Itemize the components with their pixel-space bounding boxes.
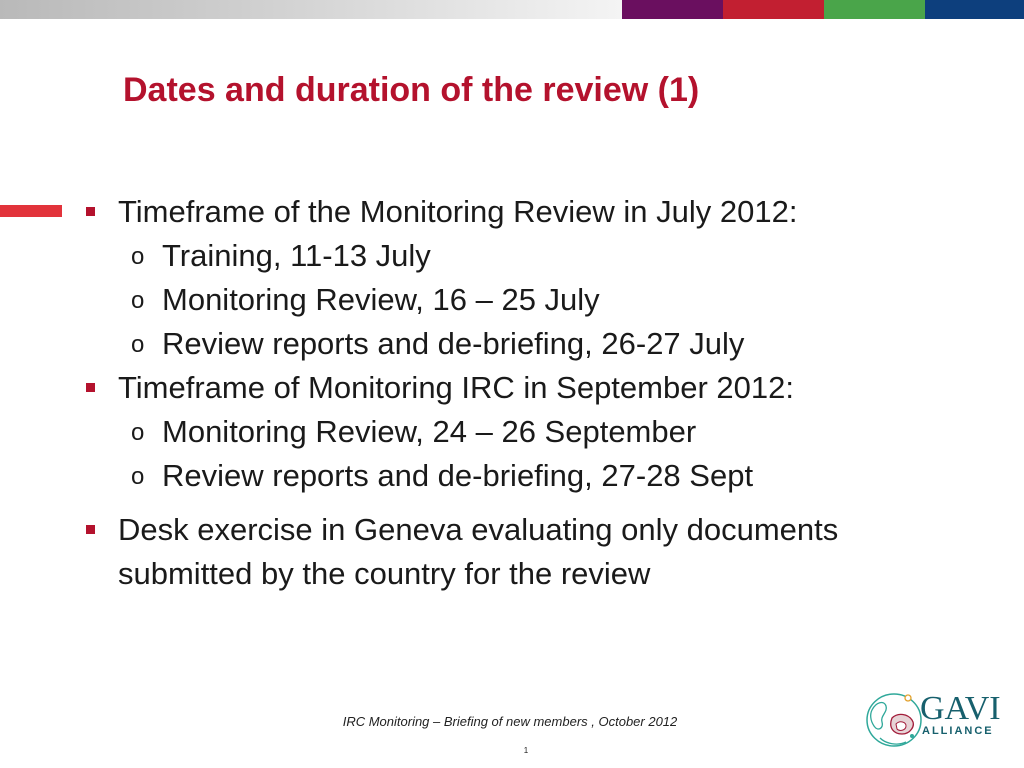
gavi-logo	[862, 688, 1002, 752]
square-bullet-icon	[86, 525, 95, 534]
bullet-text: Timeframe of the Monitoring Review in July 2012:	[118, 194, 798, 229]
slide-title: Dates and duration of the review (1)	[123, 71, 700, 109]
circle-bullet-icon: o	[131, 331, 145, 358]
sub-item	[118, 454, 980, 498]
sub-item-text: Review reports and de-briefing, 26-27 July	[162, 326, 745, 361]
bullet-text: Desk exercise in Geneva evaluating only documents submitted by the country for the review	[118, 512, 839, 591]
top-band-green	[824, 0, 925, 19]
accent-bar	[0, 205, 62, 217]
logo-wordmark: GAVI	[920, 690, 1001, 727]
top-gradient-band	[0, 0, 622, 19]
bullet-item	[80, 190, 980, 366]
footer-text: IRC Monitoring – Briefing of new members , October 2012	[342, 714, 678, 729]
sub-item-text: Monitoring Review, 24 – 26 September	[162, 414, 697, 449]
sub-item-text: Review reports and de-briefing, 27-28 Sept	[162, 458, 754, 493]
circle-bullet-icon: o	[131, 463, 145, 490]
bullet-text: Timeframe of Monitoring IRC in September 2012:	[118, 370, 794, 405]
sub-item	[118, 322, 980, 366]
bullet-item	[80, 508, 980, 596]
circle-bullet-icon: o	[131, 419, 145, 446]
circle-bullet-icon: o	[131, 287, 145, 314]
sub-list	[118, 234, 980, 366]
bullet-list	[80, 190, 980, 596]
sub-item-text: Training, 11-13 July	[162, 238, 431, 273]
logo-subtitle: ALLIANCE	[922, 725, 994, 737]
top-band-purple	[622, 0, 723, 19]
top-band-blue	[925, 0, 1024, 19]
sub-item	[118, 278, 980, 322]
sub-item-text: Monitoring Review, 16 – 25 July	[162, 282, 600, 317]
square-bullet-icon	[86, 383, 95, 392]
sub-list	[118, 410, 980, 498]
page-number: 1	[523, 746, 529, 755]
square-bullet-icon	[86, 207, 95, 216]
circle-bullet-icon: o	[131, 243, 145, 270]
top-band-red	[723, 0, 824, 19]
sub-item	[118, 234, 980, 278]
bullet-item	[80, 366, 980, 498]
sub-item	[118, 410, 980, 454]
